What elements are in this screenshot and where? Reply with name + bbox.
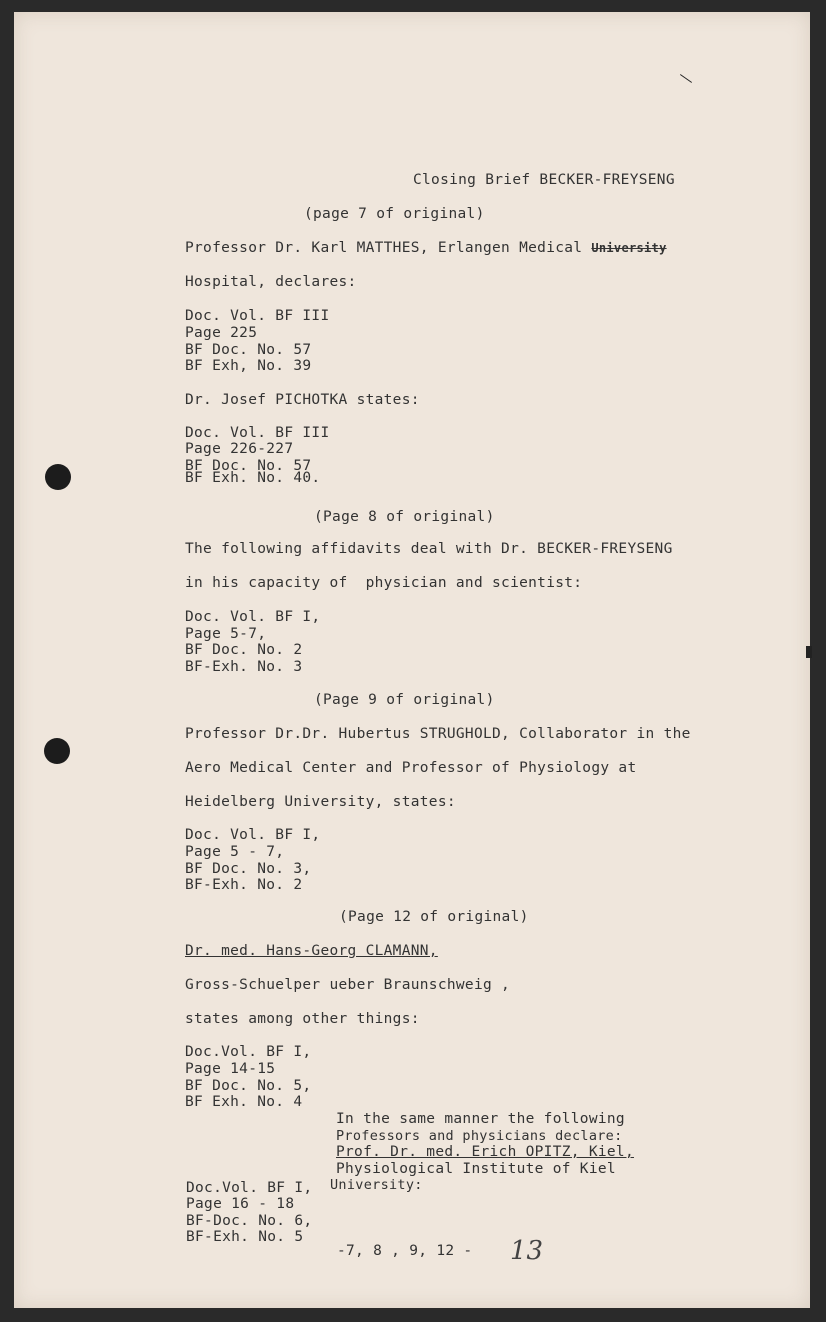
paragraph-line: In the same manner the following [336,1111,625,1127]
reference-line: BF Doc. No. 3, [185,861,312,877]
reference-line: Doc.Vol. BF I, [185,1044,312,1060]
reference-line: Page 225 [185,325,258,341]
paragraph-line: Professor Dr. Karl MATTHES, Erlangen Medical University [185,240,667,256]
paragraph-line: Prof. Dr. med. Erich OPITZ, Kiel, [336,1144,634,1160]
reference-line: BF-Exh. No. 2 [185,877,303,893]
paragraph-line: in his capacity of physician and scientist: [185,575,583,591]
page-reference: (Page 12 of original) [339,909,529,925]
paragraph-line: states among other things: [185,1011,420,1027]
reference-line: BF Doc. No. 57 [185,342,312,358]
reference-line: Page 5 - 7, [185,844,285,860]
reference-line: Page 16 - 18 [186,1196,295,1212]
reference-line: Doc. Vol. BF III [185,425,330,441]
page-reference: (Page 9 of original) [314,692,495,708]
reference-line: BF Exh, No. 39 [185,358,312,374]
pen-mark [680,74,692,83]
reference-line: Doc. Vol. BF I, [185,609,321,625]
reference-line: Page 226-227 [185,441,294,457]
paragraph-line: Heidelberg University, states: [185,794,456,810]
reference-line: Page 14-15 [185,1061,276,1077]
reference-line: Page 5-7, [185,626,267,642]
reference-line: Doc. Vol. BF I, [185,827,321,843]
reference-line: BF Doc. No. 57 [185,458,312,474]
reference-line: BF Doc. No. 2 [185,642,303,658]
reference-line: BF Doc. No. 5, [185,1078,312,1094]
reference-line: BF Exh. No. 40. [185,470,321,486]
reference-line: BF Exh. No. 4 [185,1094,303,1110]
page-reference: (Page 8 of original) [314,509,495,525]
handwritten-page-number: 13 [510,1236,544,1266]
paragraph-line: Physiological Institute of Kiel [336,1161,616,1177]
reference-line: BF-Exh. No. 5 [186,1229,304,1245]
paragraph-line: Professors and physicians declare: [336,1128,623,1144]
paragraph-line: The following affidavits deal with Dr. BECKER-FREYSENG [185,541,673,557]
reference-line: BF-Doc. No. 6, [186,1213,313,1229]
paragraph-line: Gross-Schuelper ueber Braunschweig , [185,977,511,993]
page-numbers: -7, 8 , 9, 12 - [337,1243,473,1259]
punch-hole-top [45,464,71,490]
punch-hole-bottom [44,738,70,764]
reference-line: Doc.Vol. BF I, [186,1180,313,1196]
paragraph-line: Dr. Josef PICHOTKA states: [185,392,420,408]
document-page [14,12,810,1308]
paragraph-line: Dr. med. Hans-Georg CLAMANN, [185,943,438,959]
reference-line: BF-Exh. No. 3 [185,659,303,675]
paragraph-line: Hospital, declares: [185,274,357,290]
document-title: Closing Brief BECKER-FREYSENG [413,172,675,188]
paragraph-line: Professor Dr.Dr. Hubertus STRUGHOLD, Collaborator in the [185,726,691,742]
paragraph-line: University: [330,1177,423,1193]
edge-mark [806,646,812,658]
page-reference: (page 7 of original) [304,206,485,222]
paragraph-line: Aero Medical Center and Professor of Physiology at [185,760,637,776]
reference-line: Doc. Vol. BF III [185,308,330,324]
